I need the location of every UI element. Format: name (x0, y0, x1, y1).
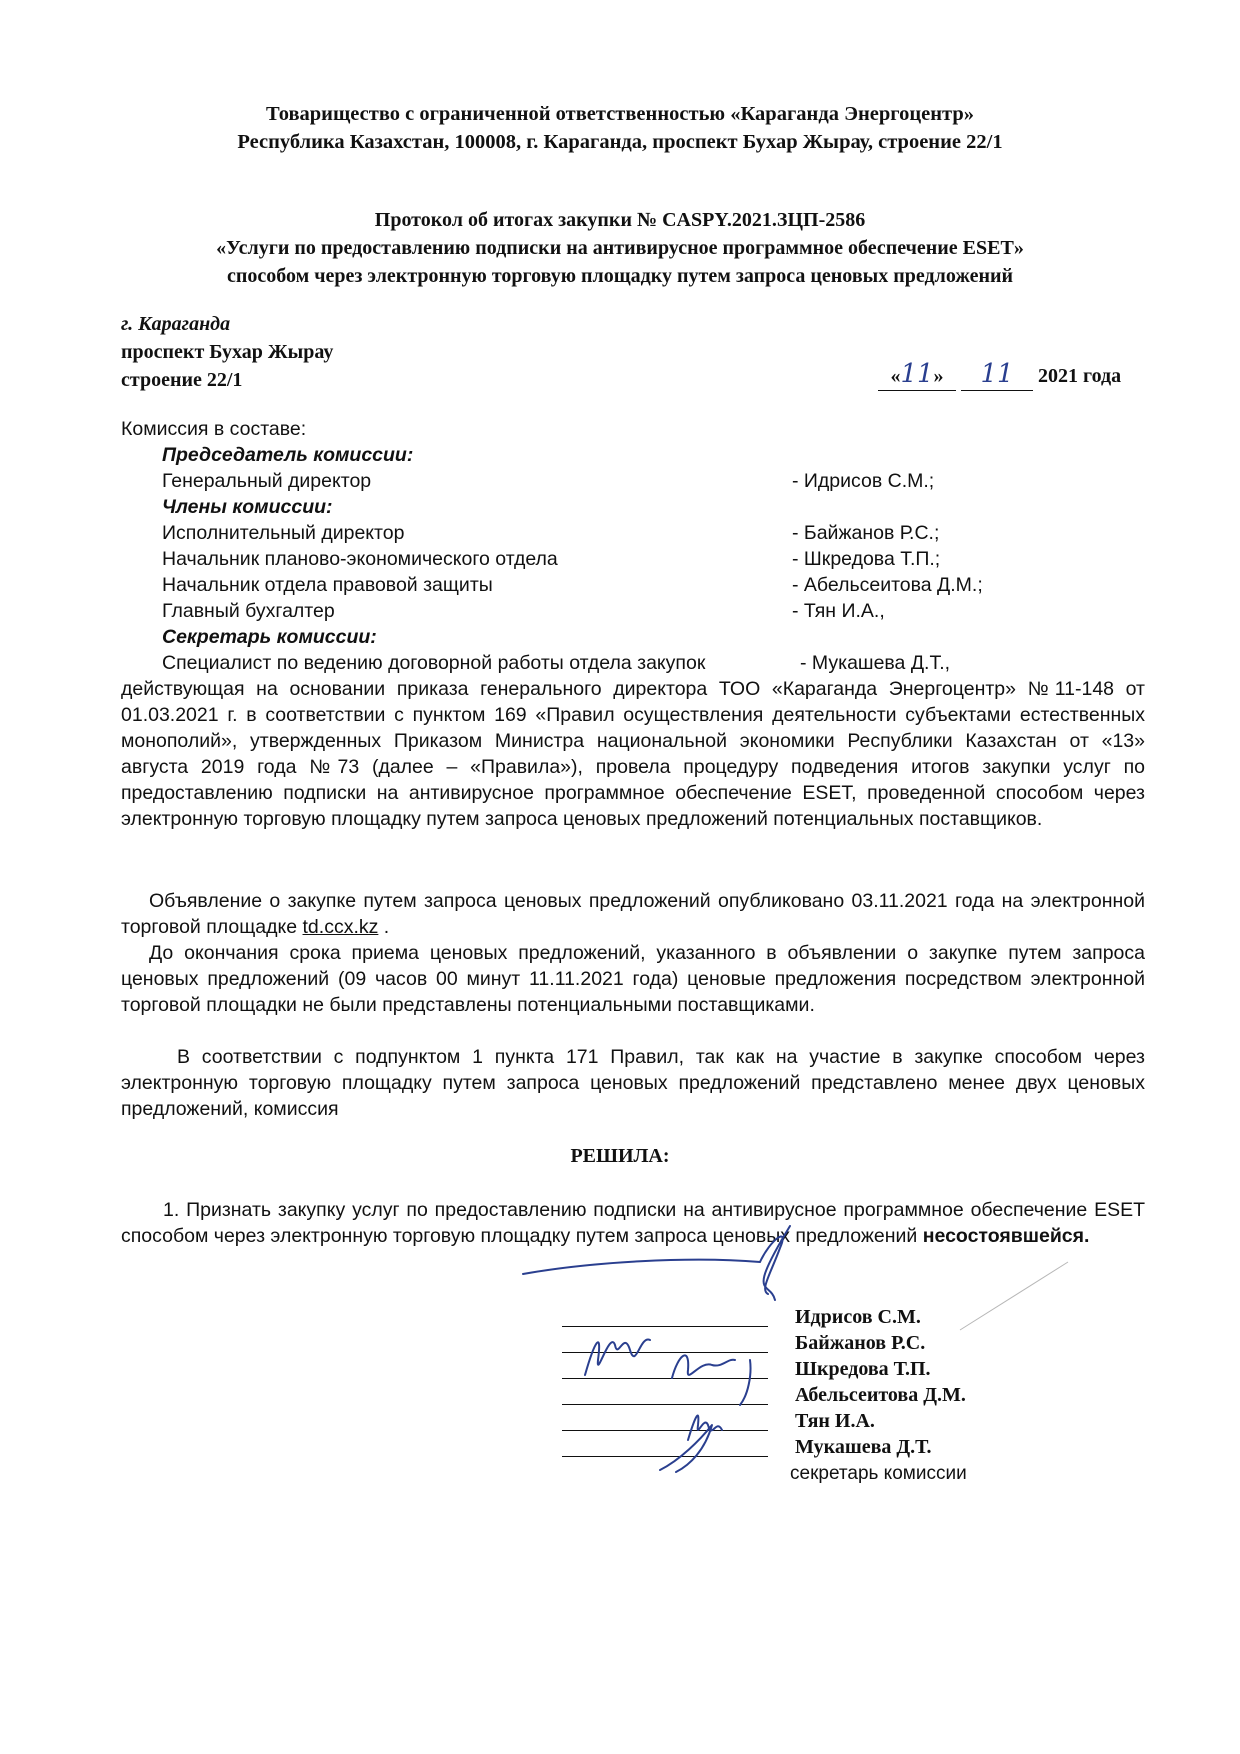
org-name: Товарищество с ограниченной ответственностью «Караганда Энергоцентр» (265, 103, 975, 125)
location-street: проспект Бухар Жырау (121, 341, 334, 363)
decision-result: несостоявшейся. (922, 1225, 1090, 1247)
date-month: 11 (980, 359, 1014, 389)
secretary-role: Специалист по ведению договорной работы отдела закупок (162, 652, 706, 674)
paragraph-announcement: Объявление о закупке путем запроса ценовых предложений опубликовано 03.11.2021 года на электронной торговой площадке td.ccx.kz . (121, 890, 1145, 938)
member-name: - Шкредова Т.П.; (792, 548, 941, 570)
signature-member (688, 1416, 722, 1440)
date-day: 11 (900, 359, 934, 389)
protocol-date: «11» 11 2021 года (878, 360, 1128, 391)
org-address: Республика Казахстан, 100008, г. Караганда, проспект Бухар Жырау, строение 22/1 (237, 131, 1003, 153)
pencil-mark (960, 1262, 1068, 1330)
paragraph-deadline: До окончания срока приема ценовых предложений, указанного в объявлении о закупке путем запроса ценовых предложений (09 часов 00 минут 11.11.2021 года) ценовые предложения посредством электронной торговой площадки не были представлены потенциальными поставщиками. (121, 942, 1145, 1016)
decision-heading: РЕШИЛА: (570, 1145, 670, 1167)
member-name: - Байжанов Р.С.; (792, 522, 940, 544)
location-building: строение 22/1 (121, 369, 243, 391)
protocol-subject: «Услуги по предоставлению подписки на антивирусное программное обеспечение ESET» (216, 237, 1024, 259)
member-role: Исполнительный директор (162, 522, 405, 544)
members-heading: Члены комиссии: (162, 496, 333, 518)
paragraph-grounds: В соответствии с подпунктом 1 пункта 171 Правил, так как на участие в закупке способом через электронную торговую площадку путем запроса ценовых предложений представлено менее двух ценовых предложений, комиссия (121, 1046, 1145, 1120)
decision-item: 1. Признать закупку услуг по предоставлению подписки на антивирусное программное обеспечение ESET способом через электронную торговую площадку путем запроса ценовых предложений несостоявшейся. (121, 1199, 1145, 1247)
date-year: 2021 года (1038, 365, 1122, 387)
signer-name: Идрисов С.М. (795, 1306, 921, 1328)
member-name: - Тян И.А., (792, 600, 885, 622)
protocol-title: Протокол об итогах закупки № CASPY.2021.ЗЦП-2586 (374, 209, 866, 231)
chair-role: Генеральный директор (162, 470, 372, 492)
member-name: - Абельсеитова Д.М.; (792, 574, 983, 596)
member-role: Начальник планово-экономического отдела (162, 548, 558, 570)
secretary-name: - Мукашева Д.Т., (800, 652, 951, 674)
secretary-heading: Секретарь комиссии: (162, 626, 377, 648)
location-city: г. Караганда (121, 313, 231, 335)
chair-heading: Председатель комиссии: (162, 444, 414, 466)
signature-chairman (523, 1226, 790, 1300)
signer-name: Мукашева Д.Т. (795, 1436, 932, 1458)
member-role: Главный бухгалтер (162, 600, 335, 622)
signature-member (660, 1425, 712, 1472)
paragraph-basis: действующая на основании приказа генерального директора ТОО «Караганда Энергоцентр» №11-148 от 01.03.2021 г. в соответствии с пунктом 169 «Правил осуществления деятельности субъектами естественных монополий», утвержденных Приказом Министра национальной экономики Республики Казахстан от «13» августа 2019 года №73 (далее – «Правила»), провела процедуру подведения итогов закупки услуг по предоставлению подписки на антивирусное программное обеспечение ESET, проведенной способом через электронную торговую площадку путем запроса ценовых предложений потенциальных поставщиков. (121, 678, 1145, 830)
secretary-caption: секретарь комиссии (790, 1463, 967, 1484)
signer-name: Тян И.А. (795, 1410, 875, 1432)
protocol-method: способом через электронную торговую площадку путем запроса ценовых предложений (226, 265, 1014, 287)
signer-name: Шкредова Т.П. (795, 1358, 931, 1380)
commission-intro: Комиссия в составе: (121, 418, 307, 440)
chair-name: - Идрисов С.М.; (792, 470, 935, 492)
signer-name: Абельсеитова Д.М. (795, 1384, 966, 1406)
signature-member (672, 1355, 751, 1405)
signer-name: Байжанов Р.С. (795, 1332, 926, 1354)
signature-member (585, 1340, 650, 1375)
trading-platform-link[interactable]: td.ccx.kz (302, 916, 379, 938)
member-role: Начальник отдела правовой защиты (162, 574, 493, 596)
